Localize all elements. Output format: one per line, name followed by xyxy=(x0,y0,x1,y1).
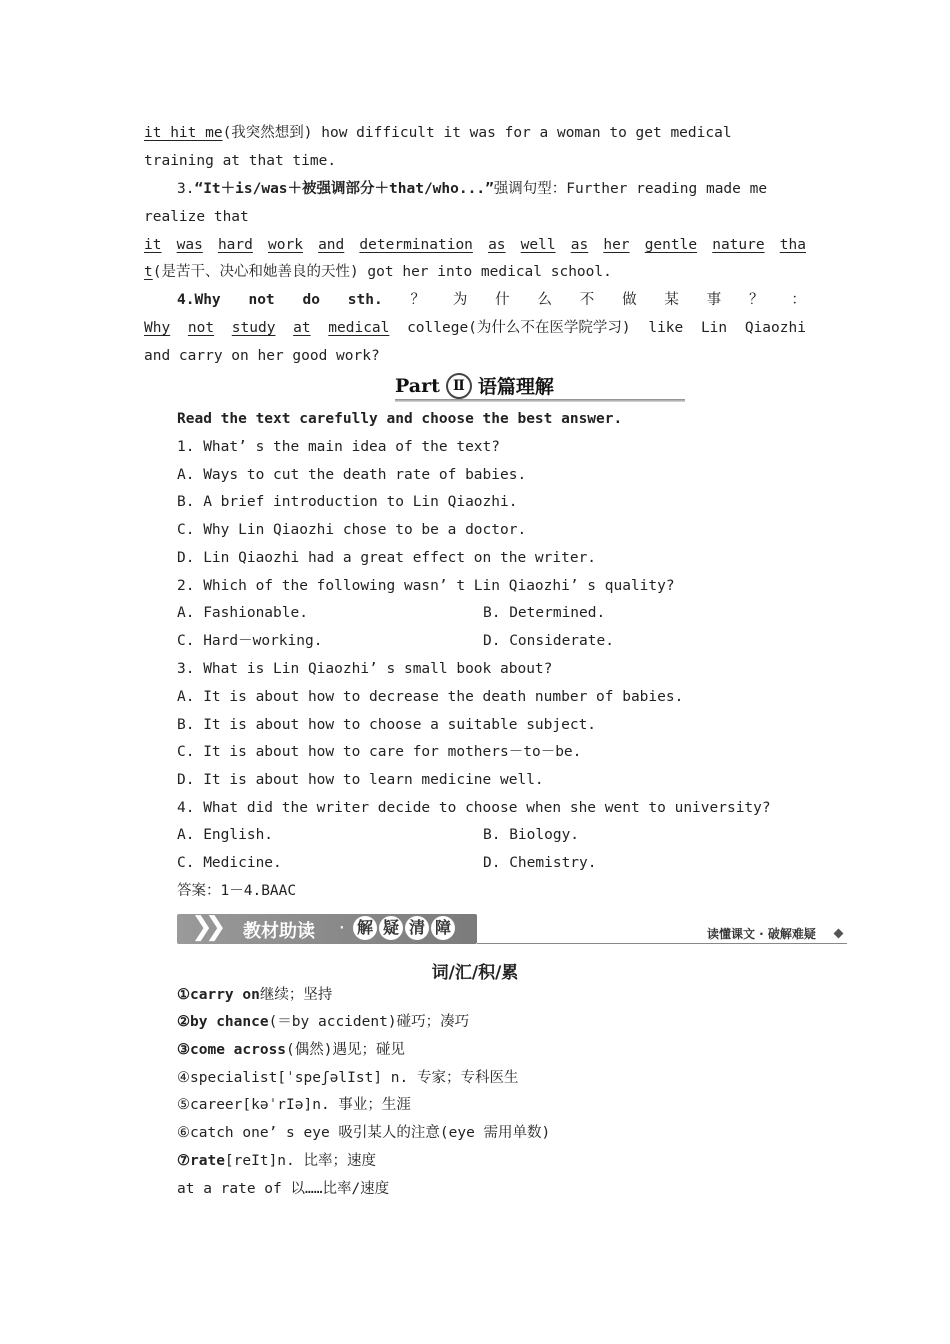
vocab-meaning: (＝by accident)碰巧；凑巧 xyxy=(268,1014,470,1030)
banner-subtitle: 读懂课文 · 破解难疑 xyxy=(707,927,816,941)
part-heading xyxy=(395,372,685,404)
word: her xyxy=(603,237,630,253)
answer-key: 答案：1－4.BAAC xyxy=(177,883,297,899)
vocab-meaning: [reIt]n. 比率；速度 xyxy=(224,1153,376,1169)
double-chevron-icon: ❯❯ xyxy=(191,912,219,942)
option: A. Fashionable. xyxy=(177,605,308,621)
word: Lin xyxy=(700,320,728,336)
word: ？ xyxy=(749,292,764,308)
vocab-title: 词/汇/积/累 xyxy=(431,963,519,983)
option: C. Hard－working. xyxy=(177,633,323,649)
text-line xyxy=(177,290,806,310)
part-title: 语篇理解 xyxy=(477,376,554,398)
word: 4.Why xyxy=(177,292,221,308)
underlined-phrase: t xyxy=(144,264,153,280)
underlined-phrase: it hit me xyxy=(144,125,223,141)
banner-title: 教材助读 xyxy=(243,921,315,942)
vocab-item xyxy=(177,1012,469,1032)
word: 做 xyxy=(622,292,637,308)
vocab-term: ⑦rate xyxy=(177,1153,225,1169)
part-label: Part xyxy=(395,374,440,397)
vocab-meaning: 继续；坚持 xyxy=(259,987,333,1003)
vocab-item xyxy=(177,985,332,1005)
word: Why xyxy=(144,320,171,336)
option: B. Biology. xyxy=(483,827,580,843)
word: 不 xyxy=(579,292,595,308)
text-line xyxy=(144,123,732,143)
word: it xyxy=(144,237,162,253)
word: ？ xyxy=(410,292,425,308)
option: D. It is about how to learn medicine well. xyxy=(177,772,544,788)
word: Qiaozhi xyxy=(744,320,806,336)
word: well xyxy=(520,237,556,253)
option: C. Why Lin Qiaozhi chose to be a doctor. xyxy=(177,522,527,538)
banner-boxed-title xyxy=(353,916,455,940)
banner-separator: · xyxy=(337,918,347,937)
option: A. It is about how to decrease the death number of babies. xyxy=(177,689,684,705)
question: 2. Which of the following wasn’ t Lin Qiaozhi’ s quality? xyxy=(177,578,675,594)
option: B. Determined. xyxy=(483,605,606,621)
option: A. English. xyxy=(177,827,274,843)
word: as xyxy=(570,237,589,253)
vocab-meaning: (偶然)遇见；碰见 xyxy=(286,1042,405,1058)
question: 3. What is Lin Qiaozhi’ s small book about? xyxy=(177,661,553,677)
word: like xyxy=(648,320,684,336)
text-line xyxy=(144,262,612,282)
word: at xyxy=(293,320,311,336)
text-line xyxy=(177,179,767,199)
vocab-term: ③come across xyxy=(177,1042,287,1058)
word: not xyxy=(187,320,215,336)
option: D. Considerate. xyxy=(483,633,614,649)
word: not xyxy=(248,292,275,308)
word: tha xyxy=(779,237,806,253)
text-span: (是苦干、决心和她善良的天性) got her into medical school. xyxy=(152,264,612,280)
vocab-term: ②by chance xyxy=(177,1014,269,1030)
text-line: training at that time. xyxy=(144,153,337,169)
word: work xyxy=(268,237,303,253)
word: 什 xyxy=(495,292,510,308)
boxed-char: 疑 xyxy=(379,916,403,940)
boxed-char: 清 xyxy=(405,916,429,940)
boxed-char: 障 xyxy=(431,916,455,940)
underlined-sentence-line xyxy=(144,235,806,255)
word: determination xyxy=(359,237,473,253)
word: college(为什么不在医学院学习) xyxy=(407,320,631,336)
option: C. Medicine. xyxy=(177,855,282,871)
text-line xyxy=(144,318,806,338)
word: hard xyxy=(217,237,253,253)
banner-rule xyxy=(477,943,847,944)
option: B. A brief introduction to Lin Qiaozhi. xyxy=(177,494,518,510)
text-span: (我突然想到) how difficult it was for a woman to get medical xyxy=(222,125,732,141)
word: 么 xyxy=(537,292,552,308)
part-numeral: Ⅱ xyxy=(446,373,472,399)
word: nature xyxy=(712,237,765,253)
word: sth. xyxy=(347,292,383,308)
word: 某 xyxy=(664,292,679,308)
option: B. It is about how to choose a suitable subject. xyxy=(177,717,597,733)
diamond-icon xyxy=(834,929,844,939)
option: D. Lin Qiaozhi had a great effect on the writer. xyxy=(177,550,597,566)
text-line: and carry on her good work? xyxy=(144,348,380,364)
question: 1. What’ s the main idea of the text? xyxy=(177,439,501,455)
option: D. Chemistry. xyxy=(483,855,597,871)
vocab-item: ⑥catch one’ s eye 吸引某人的注意(eye 需用单数) xyxy=(177,1125,551,1141)
word: ： xyxy=(791,292,806,308)
word: was xyxy=(176,237,203,253)
word: study xyxy=(231,320,276,336)
section-banner xyxy=(177,912,847,948)
word: 事 xyxy=(706,292,722,308)
word: 为 xyxy=(452,292,468,308)
vocab-item xyxy=(177,1040,405,1060)
bold-phrase: “It＋is/was＋被强调部分＋that/who...” xyxy=(194,181,494,197)
word: do xyxy=(302,292,320,308)
vocab-item: ⑤career[kəˈrIə]n. 事业；生涯 xyxy=(177,1097,411,1113)
option: A. Ways to cut the death rate of babies. xyxy=(177,467,527,483)
word: and xyxy=(318,237,345,253)
vocab-term: ①carry on xyxy=(177,987,260,1003)
vocab-item: at a rate of 以……比率/速度 xyxy=(177,1181,390,1197)
word: gentle xyxy=(644,237,698,253)
vocab-item: ④specialist[ˈspeʃəlIst] n. 专家；专科医生 xyxy=(177,1070,519,1086)
word: as xyxy=(488,237,506,253)
option: C. It is about how to care for mothers－to－be. xyxy=(177,744,582,760)
word: medical xyxy=(328,320,390,336)
instruction: Read the text carefully and choose the best answer. xyxy=(177,411,623,427)
boxed-char: 解 xyxy=(353,916,377,940)
item-number: 3. xyxy=(177,181,195,197)
text-span: 强调句型：Further reading made me xyxy=(493,181,768,197)
text-line: realize that xyxy=(144,209,249,225)
vocab-item xyxy=(177,1151,376,1171)
question: 4. What did the writer decide to choose when she went to university? xyxy=(177,800,771,816)
part-underline xyxy=(395,399,685,402)
